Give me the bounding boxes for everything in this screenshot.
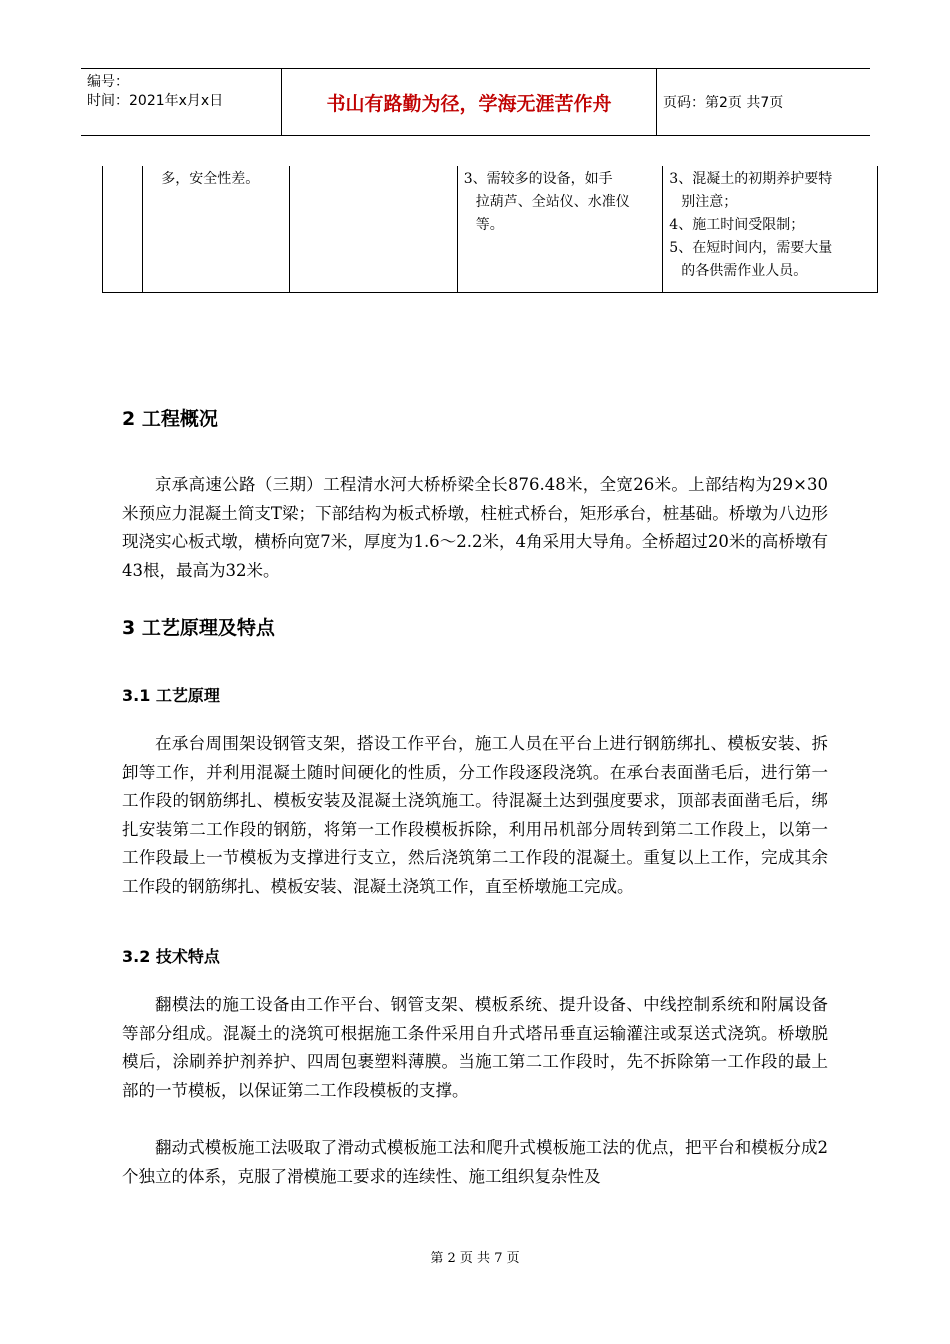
table-cell <box>663 166 878 292</box>
table-cell <box>457 166 663 292</box>
cell-text: 别注意； <box>681 194 738 210</box>
cell-text: 3、需较多的设备，如手 <box>463 171 613 187</box>
cell-text: 4、施工时间受限制； <box>669 217 805 233</box>
section-3-1-paragraph: 在承台周围架设钢管支架，搭设工作平台，施工人员在平台上进行钢筋绑扎、模板安装、拆卸等工作，并利用混凝土随时间硬化的性质，分工作段逐段浇筑。在承台表面凿毛后，进行第一工作段的钢筋绑扎、模板安装及混凝土浇筑施工。待混凝土达到强度要求，顶部表面凿毛后，绑扎安装第二工作段的钢筋，将第一工作段模板拆除，利用吊机部分周转到第二工作段上，以第一工作段最上一节模板为支撑进行支立，然后浇筑第二工作段的混凝土。重复以上工作，完成其余工作段的钢筋绑扎、模板安装、混凝土浇筑工作，直至桥墩施工完成。 <box>122 734 828 896</box>
table-cell <box>103 166 143 292</box>
section-3-heading: 3 工艺原理及特点 <box>122 617 275 639</box>
section-3-2-paragraph-1: 翻模法的施工设备由工作平台、钢管支架、模板系统、提升设备、中线控制系统和附属设备等部分组成。混凝土的浇筑可根据施工条件采用自升式塔吊垂直运输灌注或泵送式浇筑。桥墩脱模后，涂刷养护剂养护、四周包裹塑料薄膜。当施工第二工作段时，先不拆除第一工作段的最上部的一节模板，以保证第二工作段模板的支撑。 <box>122 995 828 1100</box>
page-footer: 第 2 页 共 7 页 <box>430 1251 520 1266</box>
header-number: 编号： <box>87 74 129 90</box>
table-cell <box>290 166 457 292</box>
cell-text: 等。 <box>475 217 504 233</box>
section-3-2-paragraph-2: 翻动式模板施工法吸取了滑动式模板施工法和爬升式模板施工法的优点，把平台和模板分成2个独立的体系，克服了滑模施工要求的连续性、施工组织复杂性及 <box>122 1138 828 1186</box>
section-2-heading: 2 工程概况 <box>122 408 218 430</box>
section-2-paragraph: 京承高速公路（三期）工程清水河大桥桥梁全长876.48米，全宽26米。上部结构为29×30米预应力混凝土简支T梁；下部结构为板式桥墩，柱桩式桥台，矩形承台，桩基础。桥墩为八边形现浇实心板式墩，横桥向宽7米，厚度为1.6～2.2米，4角采用大导角。全桥超过20米的高桥墩有43根，最高为32米。 <box>122 475 828 580</box>
table-cell <box>143 166 290 292</box>
cell-text: 的各供需作业人员。 <box>681 263 808 279</box>
cell-text: 3、混凝土的初期养护要特 <box>669 171 833 187</box>
header-motto: 书山有路勤为径，学海无涯苦作舟 <box>282 69 657 135</box>
header-meta <box>81 69 282 135</box>
section-3-1-heading: 3.1 工艺原理 <box>122 686 220 705</box>
section-3-2-heading: 3.2 技术特点 <box>122 947 220 966</box>
continuation-table <box>102 166 878 293</box>
header-time: 时间：2021年x月x日 <box>87 93 224 109</box>
cell-text: 5、在短时间内，需要大量 <box>669 240 833 256</box>
table-row <box>103 166 878 292</box>
cell-text: 多，安全性差。 <box>161 171 260 187</box>
header-page-number: 页码：第2页 共7页 <box>663 95 784 111</box>
cell-text: 拉葫芦、全站仪、水准仪 <box>475 194 630 210</box>
page-header <box>81 68 870 136</box>
